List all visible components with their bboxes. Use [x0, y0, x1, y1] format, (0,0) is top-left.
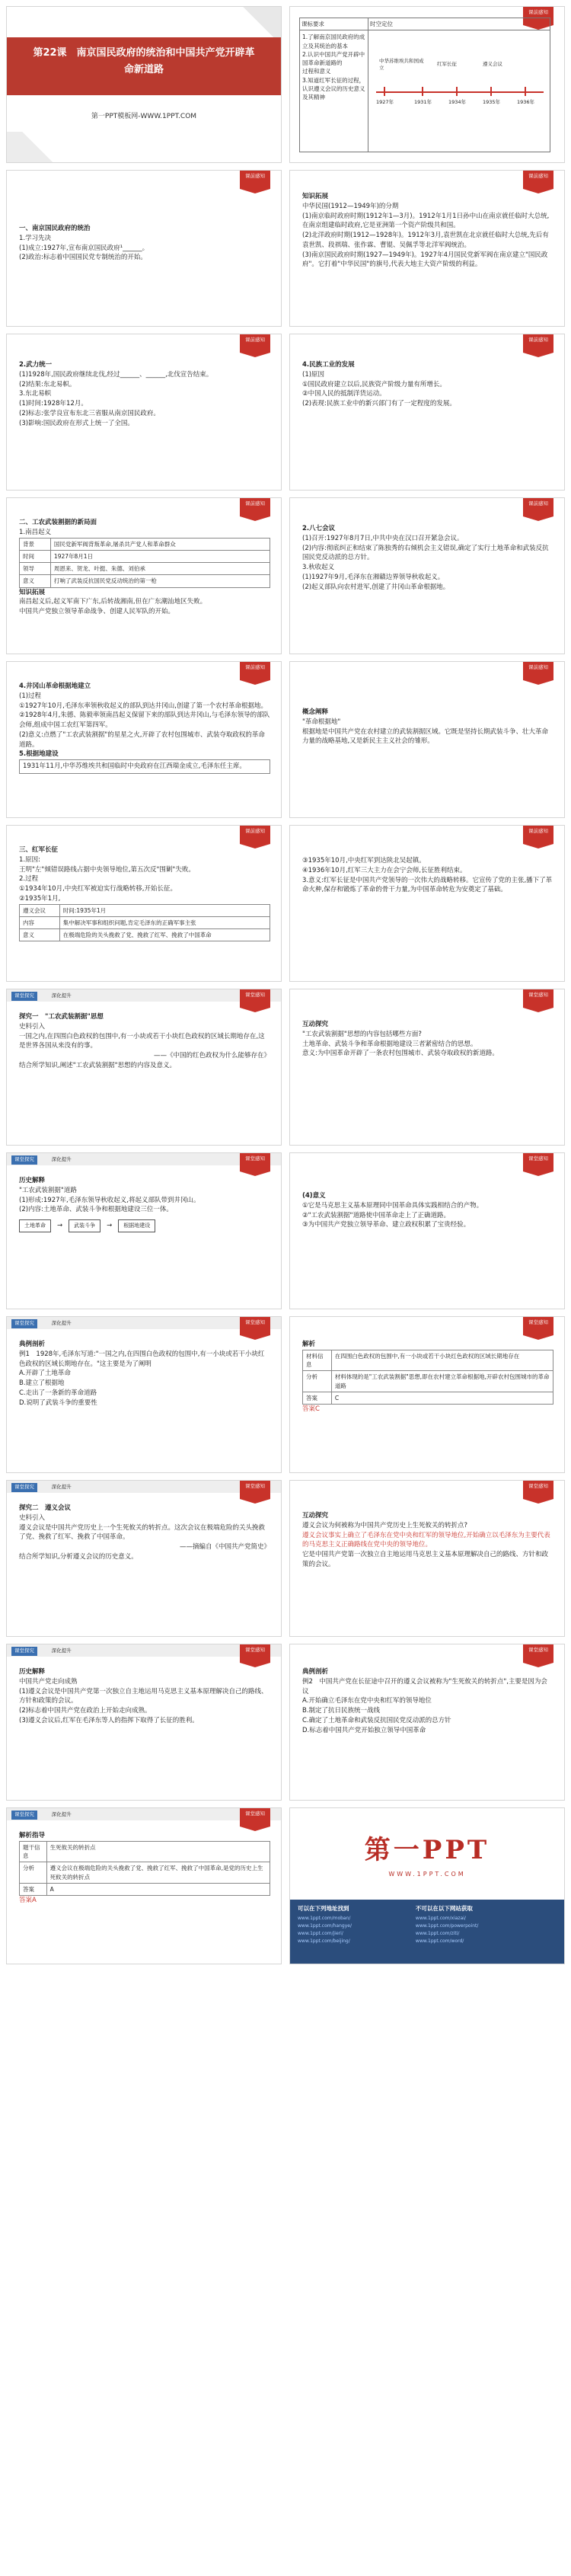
section-heading: 4.井冈山革命根据地建立 — [19, 682, 91, 690]
analysis-table — [19, 1841, 270, 1896]
slide-tag: 课堂感知 — [240, 1808, 270, 1827]
option[interactable]: A.开始确立毛泽东在党中央和红军的领导地位 — [302, 1697, 432, 1705]
question: 例1 1928年,毛泽东写道:"一国之内,在四围白色政权的包围中,有一小块或若干小块红色政权的区域长期地存在。"这主要是为了阐明 — [19, 1350, 265, 1368]
point: (1)成立:1927年,宣布南京国民政府¹______。 — [19, 244, 149, 252]
table-row — [20, 575, 270, 587]
table-row — [20, 929, 270, 941]
slide-tag: 课堂感知 — [240, 1153, 270, 1171]
table-row — [20, 904, 270, 916]
year-1931: 1931年 — [414, 99, 432, 106]
section-heading: 2.武力统一 — [19, 361, 53, 369]
point: (1)形成:1927年,毛泽东领导秋收起义,将起义部队带到井冈山。 — [19, 1196, 200, 1204]
point: "工农武装割据"思想的内容包括哪些方面? — [302, 1030, 422, 1038]
option[interactable]: D.标志着中国共产党开始独立领导中国革命 — [302, 1726, 426, 1734]
point: ③为中国共产党独立领导革命、建立政权积累了宝贵经验。 — [302, 1221, 471, 1229]
event-3: 遵义会议 — [483, 61, 502, 68]
logo-url: WWW.1PPT.COM — [388, 1871, 466, 1878]
point: (1)原因 — [302, 370, 325, 379]
slide-9[interactable] — [6, 661, 282, 818]
site-credit: 第一PPT模板网-WWW.1PPT.COM — [91, 113, 197, 120]
point: 遵义会议为何被称为中国共产党历史上生死攸关的转折点? — [302, 1521, 468, 1529]
point: (1)过程 — [19, 692, 42, 700]
point: (3)遵义会议后,红军在毛泽东等人的指挥下取得了长征的胜利。 — [19, 1716, 199, 1724]
slide-tag: 课前感知 — [523, 171, 553, 189]
cell: 答案 — [303, 1392, 332, 1404]
links-col-2 — [416, 1904, 532, 1945]
section-heading: 解析 — [302, 1341, 316, 1348]
links-col-1 — [298, 1904, 414, 1945]
option[interactable]: C.确定了土地革命和武装反抗国民党反动派的总方针 — [302, 1716, 451, 1724]
slide-tag: 课前感知 — [523, 662, 553, 680]
point: (2)政治:标志着中国国民党专制统治的开始。 — [19, 254, 147, 262]
row-4 — [0, 497, 571, 654]
decor-corner-bottom — [7, 132, 68, 162]
point: 南昌起义后,起义军南下广东,后转战湘南,但在广东潮汕地区失败。 — [19, 598, 207, 606]
tab-explore[interactable]: 课堂探究 — [11, 1155, 37, 1165]
cell: 时间:1935年1月 — [59, 904, 270, 916]
section-heading: 互动探究 — [302, 1512, 329, 1520]
table-row — [20, 1862, 270, 1884]
option[interactable]: A.开辟了土地革命 — [19, 1369, 71, 1378]
cell: 在四围白色政权的包围中,有一小块或若干小块红色政权的区域长期地存在 — [331, 1350, 553, 1371]
point: (1)1927年9月,毛泽东在湘赣边界领导秋收起义。 — [302, 573, 445, 581]
table-row — [303, 1350, 553, 1371]
point: 史料引入 — [19, 1022, 46, 1031]
cell: 内容 — [20, 916, 60, 928]
cell: 周恩来、贺龙、叶挺、朱德、刘伯承 — [50, 563, 270, 575]
goal-3: 3.知道红军长征的过程，认识遵义会议的历史意义及其精神 — [302, 76, 365, 101]
goal-2b: 过程和意义 — [302, 68, 331, 75]
point: 史料引入 — [19, 1513, 46, 1522]
cell: 材料体现的是"工农武装割据"思想,即在农村建立革命根据地,开辟农村包围城市的革命道路 — [331, 1371, 553, 1392]
tick-1935 — [490, 87, 492, 96]
point: (1)遵义会议是中国共产党第一次独立自主地运用马克思主义基本原理解决自己的路线、方针和政策的会议。 — [19, 1687, 268, 1705]
point: (2)表现:民族工业中的新兴部门有了一定程度的发展。 — [302, 400, 456, 407]
section-heading: 4.民族工业的发展 — [302, 361, 355, 369]
slide-tag: 课前感知 — [523, 7, 553, 25]
tab-deepen[interactable]: 深化提升 — [51, 1484, 72, 1490]
cell: 1927年8月1日 — [50, 550, 270, 562]
cell: C — [331, 1392, 553, 1404]
link[interactable]: www.1ppt.com/xiazai/ — [415, 1916, 466, 1922]
table-row — [20, 1883, 270, 1895]
table-row — [20, 538, 270, 550]
timeline-chart — [368, 30, 550, 152]
table-row — [20, 550, 270, 562]
tab-explore[interactable]: 课堂探究 — [11, 1647, 37, 1656]
point: (2)北洋政府时期(1912—1928年)。1912年3月,袁世凯在北京就任临时大总统,先后有袁世凯、段祺瑞、张作霖、曹锟、吴佩孚等北洋军阀统治。 — [302, 232, 549, 249]
point: (1)时间:1928年12月。 — [19, 400, 88, 407]
point: 3.意义:红军长征是中国共产党领导的一次伟大的战略转移。它宣传了党的主张,播下了革命火种,保存和锻炼了革命的骨干力量,为中国革命转危为安奠定了基础。 — [302, 876, 553, 894]
tab-deepen[interactable]: 深化提升 — [51, 1156, 72, 1162]
point: ②"工农武装割据"道路使中国革命走上了正确道路。 — [302, 1211, 450, 1219]
cell: 答案 — [20, 1883, 47, 1895]
point: (2)内容:土地革命、武装斗争和根据地建设三位一体。 — [19, 1206, 173, 1214]
cell: 分析 — [20, 1862, 47, 1884]
table-row — [20, 563, 270, 575]
timeline-slide[interactable] — [289, 6, 565, 163]
point: 1.学习先决 — [19, 234, 52, 242]
cell: A — [46, 1883, 270, 1895]
slide-21[interactable] — [6, 1644, 282, 1801]
cell: 遵义会议在极端危险的关头挽救了党、挽救了红军、挽救了中国革命,是党的历史上生死攸关的转折点 — [46, 1862, 270, 1884]
decor-corner — [235, 7, 281, 37]
point: 意义:为中国革命开辟了一条农村包围城市、武装夺取政权的新道路。 — [302, 1050, 499, 1058]
slide-grid — [0, 6, 571, 1964]
point: ②中国人民的抵制洋货运动。 — [302, 390, 386, 398]
point: 它是中国共产党第一次独立自主地运用马克思主义基本原理解决自己的路线、方针和政策的会议。 — [302, 1551, 549, 1568]
point: (2)意义:点燃了"工农武装割据"的星星之火,开辟了农村包围城市、武装夺取政权的革命道路。 — [19, 730, 265, 749]
slide-13[interactable] — [6, 989, 282, 1146]
point: ①1934年10月,中央红军被迫实行战略转移,开始长征。 — [19, 885, 177, 893]
slide-5[interactable] — [6, 334, 282, 491]
row-12 — [0, 1807, 571, 1964]
event-1: 中华苏维埃共和国成立 — [379, 58, 424, 72]
row-11 — [0, 1644, 571, 1801]
sub-heading: 知识拓展 — [19, 588, 46, 596]
point: 2.过程 — [19, 875, 39, 884]
answer: 答案C — [302, 1405, 320, 1413]
link[interactable]: www.1ppt.com/word/ — [415, 1938, 464, 1945]
arrow-icon: → — [57, 1221, 63, 1229]
slide-tag: 课前感知 — [240, 171, 270, 189]
slide-tag: 课前感知 — [523, 498, 553, 516]
row-9 — [0, 1316, 571, 1473]
links-title: 可以在下列地址找到 — [298, 1905, 349, 1912]
point: (1)召开:1927年8月7日,中共中央在汉口召开紧急会议。 — [302, 534, 464, 542]
cell: 意义 — [20, 575, 51, 587]
slide-11[interactable] — [6, 825, 282, 982]
slide-15[interactable] — [6, 1152, 282, 1309]
point: 中国共产党独立领导革命战争、创建人民军队的开始。 — [19, 608, 175, 615]
option[interactable]: B.制定了抗日民族统一战线 — [302, 1707, 381, 1715]
cell: 材料信息 — [303, 1350, 332, 1371]
point: 土地革命、武装斗争和革命根据地建设三者紧密结合的思想。 — [302, 1040, 477, 1048]
point: ③1935年10月,中央红军到达陕北吴起镇。 — [302, 857, 426, 865]
link[interactable]: www.1ppt.com/beijing/ — [298, 1938, 350, 1945]
event-2: 红军长征 — [437, 61, 457, 68]
option[interactable]: D.说明了武装斗争的重要性 — [19, 1398, 97, 1407]
tab-explore[interactable]: 课堂探究 — [11, 1483, 37, 1492]
row-6 — [0, 825, 571, 982]
point: 根据地是中国共产党在农村建立的武装割据区域。它既是坚持长期武装斗争、壮大革命力量的战略基地,又是新民主主义社会的雏形。 — [302, 727, 549, 746]
lesson-title: 第22课 南京国民政府的统治和中国共产党开辟革命新道路 — [33, 47, 255, 75]
answer: 答案A — [19, 1897, 37, 1904]
citation: ——摘编自《中国共产党简史》 — [179, 1543, 270, 1551]
section-heading: 知识拓展 — [302, 193, 329, 200]
goals-list — [300, 30, 368, 152]
point: "工农武装割据"道路 — [19, 1186, 77, 1194]
slide-tag: 课前感知 — [240, 334, 270, 353]
logo-text: 第一PPT — [364, 1835, 490, 1865]
point: (2)标志着中国共产党在政治上开始走向成熟。 — [19, 1707, 152, 1715]
point: (2)内容:彻底纠正和结束了陈独秀的右倾机会主义错误,确定了实行土地革命和武装反抗国民党反动派的总方针。 — [302, 544, 549, 562]
slide-24[interactable] — [289, 1807, 565, 1964]
slide-tag: 课前感知 — [523, 334, 553, 353]
point: (3)影响:国民政府在形式上统一了全国。 — [19, 419, 134, 427]
slide-20[interactable] — [289, 1480, 565, 1637]
goals-heading: 课标要求 — [300, 18, 368, 30]
slide-23[interactable] — [6, 1807, 282, 1964]
arrow-icon: → — [107, 1221, 113, 1229]
cell: 分析 — [303, 1371, 332, 1392]
point: (2)结果:东北易帜。 — [19, 380, 76, 388]
slide-22[interactable] — [289, 1644, 565, 1801]
flow-node: 土地革命 — [19, 1219, 51, 1232]
cell: 集中解决军事和组织问题,肯定毛泽东的正确军事主张 — [59, 916, 270, 928]
point: "革命根据地" — [302, 718, 341, 726]
tab-explore[interactable]: 课堂探究 — [11, 1319, 37, 1328]
cell: 题干信息 — [20, 1841, 47, 1862]
quote: 一国之内,在四围白色政权的包围中,有一小块或若干小块红色政权的区域长期地存在,这是世界各国从来没有的事。 — [19, 1032, 265, 1050]
slide-19[interactable] — [6, 1480, 282, 1637]
title-slide[interactable] — [6, 6, 282, 163]
point: (1)南京临时政府时期(1912年1—3月)。1912年1月1日孙中山在南京就任临时大总统,在南京组建临时政府,它是亚洲第一个资产阶级共和国。 — [302, 212, 550, 230]
slide-6[interactable] — [289, 334, 565, 491]
cell: 时间 — [20, 550, 51, 562]
meeting-table — [19, 904, 270, 942]
point: (1)1928年,国民政府继续北伐,经过______、______,北伐宣告结束。 — [19, 370, 213, 379]
slide-16[interactable] — [289, 1152, 565, 1309]
goal-2: 2.认识中国共产党开辟中国革命新道路的 — [302, 50, 365, 66]
tick-1936 — [525, 87, 526, 96]
section-heading: 历史解释 — [19, 1668, 46, 1676]
point: ①它是马克思主义基本原理同中国革命具体实践相结合的产物。 — [302, 1201, 483, 1210]
timeline-heading: 时空定位 — [370, 21, 393, 27]
point: 中华民国(1912—1949年)的分期 — [302, 202, 399, 210]
slide-12[interactable] — [289, 825, 565, 982]
section-heading: 一、南京国民政府的统治 — [19, 225, 91, 232]
section-heading: 二、工农武装割据的新局面 — [19, 519, 97, 526]
timeline-table — [299, 18, 550, 152]
row-2 — [0, 170, 571, 327]
section-heading: 互动探究 — [302, 1021, 329, 1028]
links-title: 不可以在以下网站获取 — [415, 1905, 473, 1912]
timeline-header — [299, 18, 550, 30]
point: 中国共产党走向成熟 — [19, 1677, 78, 1686]
slide-14[interactable] — [289, 989, 565, 1146]
point: 1.南昌起义 — [19, 528, 52, 536]
cell: 背景 — [20, 538, 51, 550]
cell: 打响了武装反抗国民党反动统治的第一枪 — [50, 575, 270, 587]
slide-tag: 课堂感知 — [240, 989, 270, 1008]
tab-deepen[interactable]: 深化提升 — [51, 1648, 72, 1654]
slide-tag: 课堂感知 — [523, 1644, 553, 1663]
section-heading: 解析指导 — [19, 1832, 46, 1839]
option[interactable]: B.建立了根据地 — [19, 1379, 65, 1387]
point: (2)起义部队向农村进军,创建了井冈山革命根据地。 — [302, 583, 450, 591]
slide-18[interactable] — [289, 1316, 565, 1473]
point: ②1935年1月, — [19, 894, 61, 903]
point: 遵义会议事实上确立了毛泽东在党中央和红军的领导地位,开始确立以毛泽东为主要代表的马克思主义正确路线在党中央的领导地位。 — [302, 1531, 550, 1549]
point: ①1927年10月,毛泽东率领秋收起义的部队到达井冈山,创建了第一个农村革命根据地。 — [19, 702, 267, 710]
note-box: 1931年11月,中华苏维埃共和国临时中央政府在江西瑞金成立,毛泽东任主席。 — [19, 759, 270, 774]
analysis-table — [302, 1350, 553, 1405]
year-1936: 1936年 — [517, 99, 535, 106]
flow-node: 根据地建设 — [118, 1219, 155, 1232]
section-heading: 三、红军长征 — [19, 846, 59, 854]
slide-8[interactable] — [289, 497, 565, 654]
tick-1934 — [456, 87, 458, 96]
slide-tag: 课堂感知 — [240, 1644, 270, 1663]
timeline-body — [299, 30, 550, 152]
link[interactable]: www.1ppt.com/hangye/ — [298, 1923, 352, 1929]
slide-tag: 课前感知 — [240, 498, 270, 516]
slide-17[interactable] — [6, 1316, 282, 1473]
slide-tag: 课堂感知 — [240, 1317, 270, 1335]
link[interactable]: www.1ppt.com/jieri/ — [298, 1931, 343, 1937]
table-row — [303, 1392, 553, 1404]
row-10 — [0, 1480, 571, 1637]
section-heading: 概念阐释 — [302, 708, 329, 716]
slide-10[interactable] — [289, 661, 565, 818]
cell: 遵义会议 — [20, 904, 60, 916]
section-heading: (4)意义 — [302, 1192, 326, 1200]
cell: 领导 — [20, 563, 51, 575]
point: (2)标志:张学良宣布东北三省服从南京国民政府。 — [19, 409, 160, 417]
tab-explore[interactable]: 课堂探究 — [11, 992, 37, 1001]
table-row — [20, 916, 270, 928]
row-5 — [0, 661, 571, 818]
point: 结合所学知识,分析遵义会议的历史意义。 — [19, 1552, 138, 1561]
link[interactable]: www.1ppt.com/ziti/ — [415, 1931, 460, 1937]
point: (3)南京国民政府时期(1927—1949年)。1927年4月国民党新军阀在南京建立"国民政府"。它打着"中华民国"的旗号,代表大地主大资产阶级的利益。 — [302, 251, 548, 269]
table-row — [303, 1371, 553, 1392]
event-table — [19, 538, 270, 588]
section-heading: 探究一 "工农武装割据"思想 — [19, 1013, 104, 1021]
option[interactable]: C.走出了一条新的革命道路 — [19, 1389, 97, 1397]
tab-explore[interactable]: 课堂探究 — [11, 1811, 37, 1820]
slide-7[interactable] — [6, 497, 282, 654]
section-heading: 典例剖析 — [19, 1341, 46, 1348]
ppt-logo — [290, 1808, 564, 1900]
point: 1.原因: — [19, 855, 40, 864]
section-heading: 典例剖析 — [302, 1668, 329, 1676]
point: 王明"左"倾错误路线占据中央领导地位,第五次反"围剿"失败。 — [19, 865, 195, 874]
point: ②1928年4月,朱德、陈毅率领南昌起义保留下来的部队到达井冈山,与毛泽东领导的部队会师,组成中国工农红军第四军。 — [19, 711, 270, 729]
point: ①国民政府建立以后,民族资产阶级力量有所增长。 — [302, 380, 446, 388]
slide-4[interactable] — [289, 170, 565, 327]
year-1927: 1927年 — [376, 99, 394, 106]
year-1934: 1934年 — [448, 99, 467, 106]
slide-tag: 课堂感知 — [523, 989, 553, 1008]
tab-deepen[interactable]: 深化提升 — [51, 1320, 72, 1326]
point: 结合所学知识,阐述"工农武装割据"思想的内容及意义。 — [19, 1061, 177, 1069]
links-panel — [290, 1900, 564, 1964]
row-8 — [0, 1152, 571, 1309]
slide-tag: 课堂感知 — [523, 1481, 553, 1499]
citation: ——《中国的红色政权为什么能够存在》 — [153, 1052, 270, 1059]
slide-tag: 课堂感知 — [523, 1317, 553, 1335]
row-3 — [0, 334, 571, 491]
cell: 意义 — [20, 929, 60, 941]
section-heading: 历史解释 — [19, 1177, 46, 1184]
row-1 — [0, 6, 571, 163]
slide-tag: 课堂感知 — [523, 1153, 553, 1171]
slide-tag: 课前感知 — [240, 662, 270, 680]
link[interactable]: www.1ppt.com/powerpoint/ — [415, 1923, 479, 1929]
slide-3[interactable] — [6, 170, 282, 327]
row-7 — [0, 989, 571, 1146]
section-heading: 探究二 遵义会议 — [19, 1504, 72, 1512]
slide-tag: 课前感知 — [240, 826, 270, 844]
tab-deepen[interactable]: 深化提升 — [51, 1811, 72, 1817]
quote: 遵义会议是中国共产党历史上一个生死攸关的转折点。这次会议在极端危险的关头挽救了党、挽救了红军、挽救了中国革命。 — [19, 1523, 266, 1542]
sub-heading: 5.根据地建设 — [19, 750, 59, 759]
flow-node: 武装斗争 — [69, 1219, 100, 1232]
cell: 在极端危险的关头挽救了党、挽救了红军、挽救了中国革命 — [59, 929, 270, 941]
tick-1927 — [384, 87, 385, 96]
goal-1: 1.了解南京国民政府的成立及其统治的基本 — [302, 34, 365, 50]
tab-deepen[interactable]: 深化提升 — [51, 992, 72, 999]
concept-flow — [19, 1219, 270, 1232]
slide-tag: 课堂感知 — [240, 1481, 270, 1499]
cell: 生死攸关的转折点 — [46, 1841, 270, 1862]
point: 3.东北易帜 — [19, 390, 52, 398]
point: ④1936年10月,红军三大主力在会宁会师,长征胜利结束。 — [302, 866, 467, 874]
year-1935: 1935年 — [483, 99, 501, 106]
slide-tag: 课前感知 — [523, 826, 553, 844]
point: 3.秋收起义 — [302, 564, 335, 571]
link[interactable]: www.1ppt.com/moban/ — [298, 1916, 351, 1922]
timeline-axis — [376, 91, 544, 93]
question: 例2 中国共产党在长征途中召开的遵义会议被称为"生死攸关的转折点",主要是因为会议 — [302, 1677, 547, 1695]
cell: 国民党新军阀背叛革命,屠杀共产党人和革命群众 — [50, 538, 270, 550]
section-heading: 2.八七会议 — [302, 525, 336, 532]
table-row — [20, 1841, 270, 1862]
tick-1931 — [422, 87, 423, 96]
